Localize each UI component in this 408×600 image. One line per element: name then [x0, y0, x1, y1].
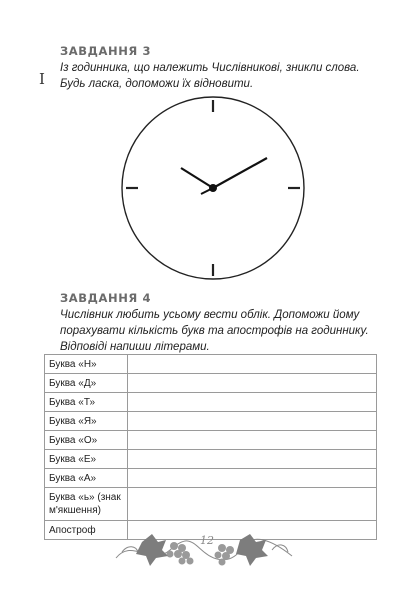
- minute-hand: [213, 158, 267, 188]
- task4-title: ЗАВДАННЯ 4: [60, 291, 152, 305]
- answer-cell[interactable]: [128, 412, 377, 431]
- hour-hand: [181, 168, 213, 188]
- clock-center: [209, 184, 217, 192]
- task3-text: Із годинника, що належить Числівникові, зникли слова. Будь ласка, допоможи їх відновити.: [60, 62, 360, 90]
- clock-face: [118, 96, 308, 286]
- clock: [118, 96, 308, 286]
- row-label: Апостроф: [45, 521, 128, 540]
- page-number: 12: [200, 534, 214, 547]
- table-row: [45, 412, 377, 431]
- table-row: [45, 393, 377, 412]
- answer-cell[interactable]: [128, 431, 377, 450]
- row-label: Буква «ь» (знак м'якшення): [45, 488, 128, 521]
- row-label: Буква «О»: [45, 431, 128, 450]
- task4-text: Числівник любить усьому вести облік. Допоможи йому порахувати кількість букв та апострофів на годиннику. Відповіді напиши літерами.: [60, 309, 369, 353]
- table-row: [45, 488, 377, 521]
- row-label: Буква «Я»: [45, 412, 128, 431]
- answer-cell[interactable]: [128, 450, 377, 469]
- row-label: Буква «Т»: [45, 393, 128, 412]
- answer-cell[interactable]: [128, 393, 377, 412]
- row-label: Буква «Н»: [45, 355, 128, 374]
- row-label: Буква «А»: [45, 469, 128, 488]
- answer-table: [44, 354, 377, 540]
- text-cursor-icon: I: [39, 70, 45, 88]
- row-label: Буква «Е»: [45, 450, 128, 469]
- answer-cell[interactable]: [128, 374, 377, 393]
- row-label: Буква «Д»: [45, 374, 128, 393]
- table-row: [45, 469, 377, 488]
- table-row: [45, 431, 377, 450]
- answer-cell[interactable]: [128, 355, 377, 374]
- table-row: [45, 450, 377, 469]
- answer-cell[interactable]: [128, 488, 377, 521]
- answer-cell[interactable]: [128, 469, 377, 488]
- task3-title: ЗАВДАННЯ 3: [60, 44, 152, 58]
- table-row: [45, 355, 377, 374]
- table-row: [45, 374, 377, 393]
